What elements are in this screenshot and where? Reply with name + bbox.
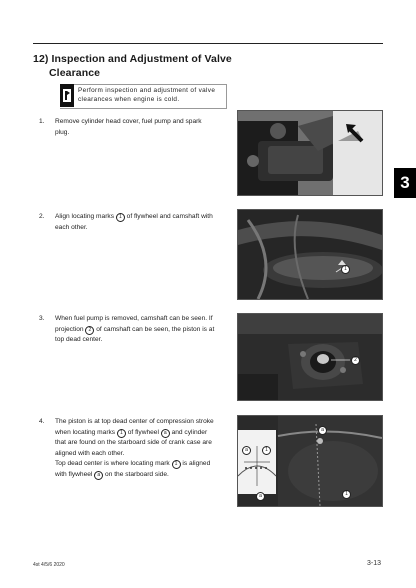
text-run: on the starboard side. <box>103 470 169 478</box>
note-text <box>78 86 215 104</box>
flywheel-photo <box>237 209 383 300</box>
step-text <box>55 417 223 480</box>
step-number: 4. <box>39 418 45 425</box>
step-line: top dead center. <box>55 336 103 343</box>
step-text <box>55 117 223 138</box>
projection-mark: 2 <box>85 326 94 335</box>
flywheel-callout: a <box>242 446 251 455</box>
callout-label: 1 <box>341 265 350 274</box>
text-run: projection <box>55 325 86 333</box>
locating-mark: 1 <box>172 460 181 469</box>
flywheel-mark: a <box>94 471 103 480</box>
text-run: Top dead center is where locating mark <box>55 460 172 467</box>
step-line: When fuel pump is removed, camshaft can be seen. If <box>55 315 213 322</box>
locating-callout: 1 <box>262 446 271 455</box>
text-run: and cylinder <box>169 428 208 436</box>
step-line <box>55 428 223 439</box>
chapter-tab: 3 <box>394 168 416 198</box>
step-number: 3. <box>39 315 45 322</box>
flywheel-mark: a <box>161 429 170 438</box>
text-run: Align locating marks <box>55 213 116 220</box>
top-rule <box>33 43 383 44</box>
bottom-callout: 1 <box>342 490 351 499</box>
step-text <box>55 212 223 233</box>
top-callout: a <box>318 426 327 435</box>
locating-mark: 1 <box>116 213 125 222</box>
section-title <box>33 52 232 80</box>
title-line-1: 12) Inspection and Adjustment of Valve <box>33 53 232 65</box>
step-line: The piston is at top dead center of compression stroke <box>55 418 214 425</box>
text-run: when locating marks <box>55 428 117 436</box>
callout-label: 2 <box>351 356 360 365</box>
text-run: with flywheel <box>55 470 95 478</box>
step-line <box>55 212 223 223</box>
wrench-note-icon <box>60 84 74 107</box>
engine-top-photo <box>237 110 383 196</box>
note-line-2: clearances when engine is cold. <box>78 96 180 103</box>
camshaft-photo <box>237 313 383 401</box>
text-run: of flywheel and camshaft with <box>124 213 213 220</box>
step-number: 2. <box>39 213 45 220</box>
step-line: aligned with each other. <box>55 449 125 457</box>
footer-model: 4st 4/5/6 2020 <box>33 562 65 568</box>
step-text <box>55 314 223 346</box>
starboard-marks-photo <box>237 415 383 507</box>
step-line: plug. <box>55 128 70 136</box>
step-number: 1. <box>39 118 45 125</box>
note-line-1: Perform inspection and adjustment of valve <box>78 87 216 94</box>
text-run: is aligned <box>180 460 211 467</box>
text-run: of camshaft can be seen, the piston is at <box>94 325 215 333</box>
step-line: that are found on the starboard side of crank case are <box>55 439 212 446</box>
step-line <box>55 459 223 470</box>
page-number: 3-13 <box>367 560 382 567</box>
bottom-left-callout: a <box>256 492 265 501</box>
step-line: each other. <box>55 223 88 231</box>
step-line <box>55 470 223 481</box>
step-line <box>55 325 223 336</box>
title-line-2: Clearance <box>49 67 101 79</box>
step-line: Remove cylinder head cover, fuel pump and spark <box>55 118 202 125</box>
text-run: of flywheel <box>125 428 161 436</box>
locating-mark: 1 <box>117 429 126 438</box>
